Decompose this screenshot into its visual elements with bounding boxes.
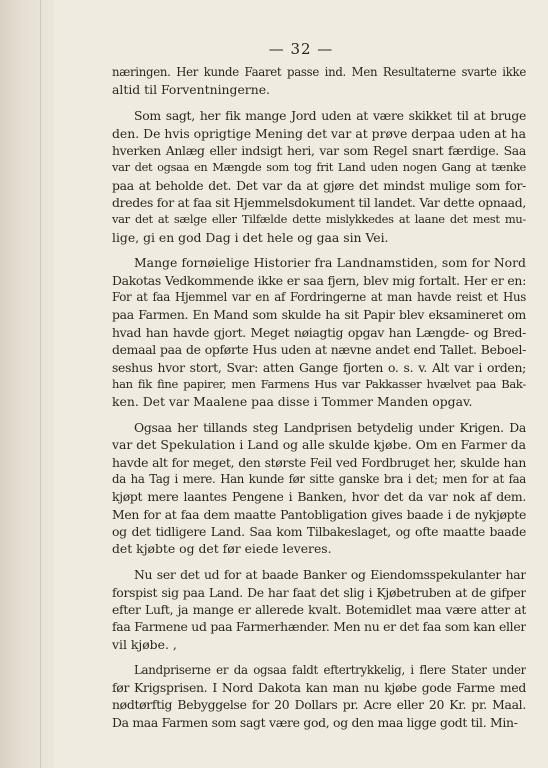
text-line: næringen. Her kunde Faaret passe ind. Men Resultaterne svarte ikke (112, 65, 526, 79)
text-line: lige, gi en god Dag i det hele og gaa sin Vei. (112, 229, 389, 245)
text-line: Ogsaa her tillands steg Landprisen betydelig under Krigen. Da (134, 420, 526, 436)
page-gutter-shadow (0, 0, 54, 768)
text-line: Men for at faa dem maatte Pantobligation gives baade i de nykjøpte (112, 506, 526, 522)
text-line: paa Farmen. En Mand som skulde ha sit Papir blev eksamineret om (112, 307, 526, 323)
text-line: faa Farmene ud paa Farmerhænder. Men nu er det faa som kan eller (112, 619, 526, 635)
text-line: Da maa Farmen som sagt være god, og den maa ligge godt til. Min- (112, 714, 518, 730)
body-text (112, 64, 526, 739)
text-line: efter Luft, ja mange er allerede kvalt. Botemidlet maa være atter at (112, 601, 526, 617)
text-line: var det ogsaa en Mængde som tog frit Land uden nogen Gang at tænke (112, 160, 526, 175)
text-line: vil kjøbe. , (112, 636, 177, 652)
paragraph (112, 64, 526, 99)
paragraph (112, 566, 526, 653)
text-line: ken. Det var Maalene paa disse i Tommer Manden opgav. (112, 394, 473, 410)
paragraph (112, 662, 526, 731)
text-line: forspist sig paa Land. De har faat det slig i Kjøbetruben at de gifper (112, 584, 526, 600)
text-line: havde alt for meget, den største Feil ved Fordbruget her, skulde han (112, 454, 526, 470)
text-line: Mange fornøielige Historier fra Landnamstiden, som for Nord (134, 255, 526, 271)
text-line: paa at beholde det. Det var da at gjøre det mindst mulige som for- (112, 177, 526, 193)
text-line: da ha Tag i mere. Han kunde før sitte ganske bra i det; men for at faa (112, 472, 526, 487)
text-line: Dakotas Vedkommende ikke er saa fjern, blev mig fortalt. Her er en: (112, 272, 526, 288)
text-line: Landpriserne er da ogsaa faldt eftertrykkelig, i flere Stater under (134, 662, 526, 677)
paragraph (112, 419, 526, 558)
text-line: Nu ser det ud for at baade Banker og Eiendomsspekulanter har (134, 567, 526, 583)
text-line: kjøpt mere laantes Pengene i Banken, hvor det da var nok af dem. (112, 489, 526, 505)
text-line: demaal paa de opførte Hus uden at nævne andet end Tallet. Beboel- (112, 342, 526, 358)
page-number: — 32 — (268, 40, 334, 58)
text-line: dredes for at faa sit Hjemmelsdokument til landet. Var dette opnaad, (112, 194, 526, 210)
text-line: den. De hvis oprigtige Mening det var at prøve derpaa uden at ha (112, 125, 526, 141)
book-page (54, 0, 548, 768)
paragraph (112, 107, 526, 246)
text-line: var det at sælge eller Tilfælde dette mislykkedes at laane det mest mu- (112, 212, 526, 227)
text-line: var det Spekulation i Land og alle skulde kjøbe. Om en Farmer da (112, 437, 526, 453)
text-line: seshus hvor stort, Svar: atten Gange fjorten o. s. v. Alt var i orden; (112, 359, 526, 375)
text-line: og det tidligere Land. Saa kom Tilbakeslaget, og ofte maatte baade (112, 524, 526, 540)
text-line: han fik fine papirer, men Farmens Hus var Pakkasser hvælvet paa Bak- (112, 376, 526, 391)
text-line: hvad han havde gjort. Meget nøiagtig opgav han Længde- og Bred- (112, 324, 526, 340)
page-edge-line (40, 0, 41, 768)
text-line: det kjøbte og det før eiede leveres. (112, 541, 332, 557)
text-line: altid til Forventningerne. (112, 82, 270, 98)
text-line: hverken Anlæg eller indsigt heri, var som Regel snart færdige. Saa (112, 142, 526, 158)
text-line: For at faa Hjemmel var en af Fordringerne at man havde reist et Hus (112, 290, 526, 305)
text-line: Som sagt, her fik mange Jord uden at være skikket til at bruge (134, 108, 526, 124)
text-line: før Krigsprisen. I Nord Dakota kan man nu kjøbe gode Farme med (112, 679, 526, 695)
text-line: nødtørftig Bebyggelse for 20 Dollars pr. Acre eller 20 Kr. pr. Maal. (112, 697, 526, 713)
paragraph (112, 254, 526, 410)
